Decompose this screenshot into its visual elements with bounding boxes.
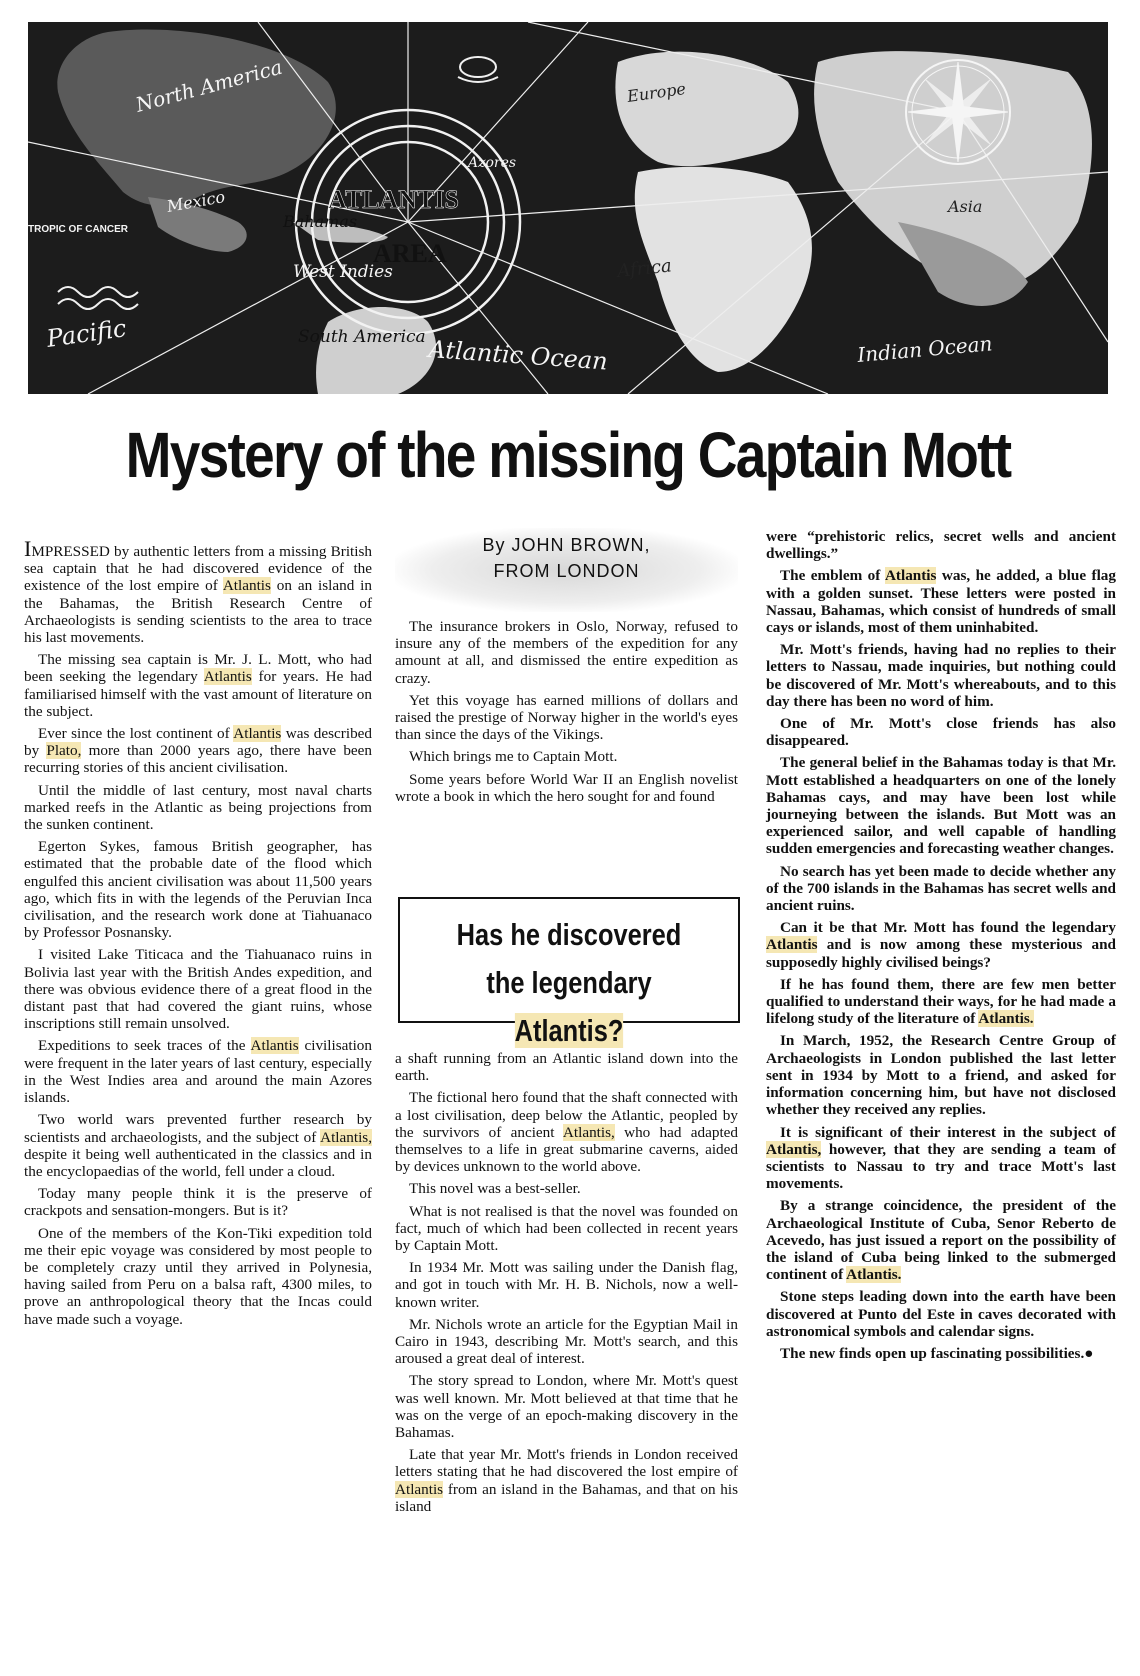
text: despite it being well authenticated in the classics and in the encyclopaedias of the world, fell under a cloud. [24, 1145, 372, 1180]
pull-quote-line-2 [430, 959, 707, 1055]
paragraph: In March, 1952, the Research Centre Group of Archaeologists in London published the last letter sent in 1934 by Mott to a friend, and asked for information concerning him, but have not disclosed whether they received any replies. [766, 1032, 1116, 1119]
paragraph [24, 536, 372, 647]
text: The missing sea captain is Mr. J. L. Mott, who had been seeking the legendary [24, 651, 372, 686]
text: Late that year Mr. Mott's friends in London received letters stating that he had discovered the lost empire of [395, 1446, 738, 1481]
text: and is now among these mysterious and supposedly highly civilised beings? [766, 936, 1116, 971]
paragraph [395, 1089, 738, 1175]
label-west-indies: West Indies [293, 262, 393, 282]
highlight: Atlantis, [320, 1128, 372, 1146]
byline [395, 528, 738, 612]
article-column-1 [24, 536, 373, 1333]
paragraph: Until the middle of last century, most naval charts marked reefs in the Atlantic as being projections from the sunken continent. [24, 781, 372, 834]
paragraph: Today many people think it is the preserve of crackpots and sensation-mongers. But is it? [24, 1185, 372, 1220]
text: who had adapted themselves to a life in great submarine caverns, aided by devices unknown to the world above. [395, 1123, 738, 1176]
paragraph [395, 1446, 738, 1515]
paragraph: One of the members of the Kon-Tiki expedition told me their epic voyage was considered by most people to be completely crazy until they arrived in Polynesia, having sailed from Peru on a balsa raft, 4300 miles, to prove an anthropological theory that the Incas could have made such a voyage. [24, 1224, 372, 1328]
pull-quote-box [398, 897, 740, 1048]
article-column-2-bottom [395, 1050, 738, 1520]
paragraph: I visited Lake Titicaca and the Tiahuanaco ruins in Bolivia last year with the British Andes expedition, and there was obvious evidence there of a great flood in the distant past that had covered the giant ruins, whose inscriptions still remain unsolved. [24, 946, 372, 1033]
text: It is significant of their interest in the subject of [780, 1123, 1116, 1141]
highlight: Atlantis [250, 1037, 299, 1055]
text: however, that they are sending a team of scientists to Nassau to try and trace Mott's last movements. [766, 1140, 1116, 1193]
label-area: AREA [373, 239, 447, 268]
label-mexico: Mexico [165, 187, 227, 216]
paragraph [24, 1037, 372, 1106]
text: MPRESSED by authentic letters from a missing British sea captain that he had discovered evidence of the existence of the lost empire of [24, 543, 372, 595]
label-tropic-of-cancer: TROPIC OF CANCER [28, 224, 128, 235]
paragraph [766, 1124, 1116, 1193]
paragraph: a shaft running from an Atlantic island down into the earth. [395, 1050, 738, 1085]
article-column-2-top [395, 618, 738, 810]
label-pacific: Pacific [44, 314, 129, 353]
byline-location: FROM LONDON [493, 561, 640, 581]
highlight: Atlantis [395, 1480, 444, 1498]
label-atlantis: ATLANTIS [328, 185, 460, 214]
text: for years. He had familiarised himself with the vast amount of literature on the subject. [24, 668, 372, 720]
label-asia: Asia [948, 197, 983, 216]
drop-cap: I [24, 536, 32, 561]
highlight: Atlantis [884, 567, 937, 585]
paragraph: The insurance brokers in Oslo, Norway, refused to insure any of the members of the expedition for any amount at all, and dismissed the entire expedition as crazy. [395, 618, 738, 687]
text: By a strange coincidence, the president of the Archaeological Institute of Cuba, Senor Reberto de Acevedo, has just issued a report on the possibility of the island of Cuba being linked to the submerged continent of [766, 1197, 1116, 1284]
paragraph: Mr. Nichols wrote an article for the Egyptian Mail in Cairo in 1943, describing Mr. Mott's search, and this aroused a great deal of interest. [395, 1315, 738, 1368]
highlight: Atlantis, [766, 1140, 822, 1158]
paragraph: No search has yet been made to decide whether any of the 700 islands in the Bahamas has secret wells and ancient ruins. [766, 862, 1116, 915]
paragraph: Mr. Mott's friends, having had no replies to their letters to Nassau, made inquiries, but nothing could be discovered of Mr. Mott's whereabouts, and to this day there has been no word of him. [766, 641, 1116, 710]
paragraph [766, 976, 1116, 1028]
highlight: Atlantis [203, 668, 252, 686]
paragraph: In 1934 Mr. Mott was sailing under the Danish flag, and got in touch with Mr. H. B. Nichols, now a well-known writer. [395, 1259, 738, 1311]
paragraph [766, 567, 1116, 636]
text: Can it be that Mr. Mott has found the legendary [780, 919, 1116, 937]
label-south-america: South America [298, 327, 426, 347]
headline: Mystery of the missing Captain Mott [125, 419, 1011, 491]
text: was, he added, a blue flag with a golden sunset. These letters were posted in Nassau, Bahamas, which consist of hundreds of small cays or islands, most of them uninhabited. [766, 567, 1116, 637]
text: from an island in the Bahamas, and that on his island [395, 1480, 738, 1515]
highlight: Atlantis? [514, 1013, 624, 1048]
text: civilisation were frequent in the later years of last century, especially in the West Indies area and around the main Azores islands. [24, 1037, 372, 1107]
highlight: Atlantis [766, 936, 818, 954]
label-indian-ocean: Indian Ocean [856, 331, 994, 367]
article-column-3 [766, 528, 1116, 1367]
text: If he has found them, there are few men better qualified to understand their ways, for he had made a lifelong study of the literature of [766, 975, 1116, 1028]
highlight: Atlantis. [846, 1266, 902, 1284]
paragraph: The general belief in the Bahamas today is that Mr. Mott established a headquarters on one of the lonely Bahamas cays, and may have been lost while journeying between the islands. But Mott was an experienced sailor, and well capable of handling sudden emergencies and forecasting weather changes. [766, 754, 1116, 858]
text: the legendary [486, 965, 652, 1000]
text: on an island in the Bahamas, the British Research Centre of Archaeologists is sending scientists to the area to trace his last movements. [24, 577, 372, 647]
paragraph: Some years before World War II an English novelist wrote a book in which the hero sought for and found [395, 770, 738, 805]
text: Ever since the lost continent of [38, 725, 234, 743]
paragraph: Yet this voyage has earned millions of dollars and raised the prestige of Norway higher in the world's eyes than since the days of the Vikings. [395, 691, 738, 744]
highlight: Atlantis, [562, 1123, 615, 1141]
paragraph: The story spread to London, where Mr. Mott's quest was well known. Mr. Mott believed at that time that he was on the verge of an epoch-making discovery in the Bahamas. [395, 1372, 738, 1442]
label-azores: Azores [468, 155, 517, 171]
label-atlantic-ocean: Atlantic Ocean [427, 335, 609, 376]
atlantis-map [28, 22, 1108, 394]
paragraph [24, 1111, 372, 1180]
paragraph: were “prehistoric relics, secret wells and ancient dwellings.” [766, 528, 1116, 563]
highlight: Atlantis [222, 577, 271, 595]
paragraph [766, 919, 1116, 971]
paragraph: Egerton Sykes, famous British geographer, has estimated that the probable date of the flood which engulfed this ancient civilisation was about 11,500 years ago, which fits in with the legends of the Peruvian Inca civilisation, and the research work done at Tiahuanaco by Professor Posnansky. [24, 838, 372, 942]
text: The fictional hero found that the shaft connected with a lost civilisation, deep below the Atlantic, peopled by the survivors of ancient [395, 1089, 738, 1141]
text: more than 2000 years ago, there have been recurring stories of this ancient civilisation. [24, 742, 372, 777]
highlight: Atlantis [233, 725, 282, 743]
label-bahamas: Bahamas [283, 212, 358, 231]
paragraph: Stone steps leading down into the earth have been discovered at Punto del Este in caves decorated with astronomical symbols and calendar signs. [766, 1288, 1116, 1340]
text: The emblem of [780, 567, 885, 585]
text: was described by [24, 725, 373, 760]
label-africa: Africa [616, 255, 673, 282]
highlight: Atlantis. [978, 1010, 1034, 1028]
label-europe: Europe [625, 78, 687, 106]
paragraph: Which brings me to Captain Mott. [409, 748, 618, 766]
paragraph: This novel was a best-seller. [409, 1180, 581, 1198]
paragraph [766, 1197, 1116, 1283]
pull-quote-line-1: Has he discovered [456, 917, 682, 952]
map-illustration [28, 22, 1108, 394]
paragraph: One of Mr. Mott's close friends has also disappeared. [766, 715, 1116, 750]
paragraph: What is not realised is that the novel was founded on fact, much of which had been collected in recent years by Captain Mott. [395, 1202, 738, 1255]
label-north-america: North America [133, 54, 285, 117]
text: Two world wars prevented further research by scientists and archaeologists, and the subject of [24, 1111, 372, 1146]
paragraph: The new finds open up fascinating possibilities.● [780, 1344, 1094, 1362]
paragraph [24, 725, 372, 777]
text: Expeditions to seek traces of the [38, 1037, 251, 1055]
paragraph [24, 651, 372, 720]
byline-author: By JOHN BROWN, [482, 535, 651, 555]
highlight: Plato, [46, 742, 82, 760]
